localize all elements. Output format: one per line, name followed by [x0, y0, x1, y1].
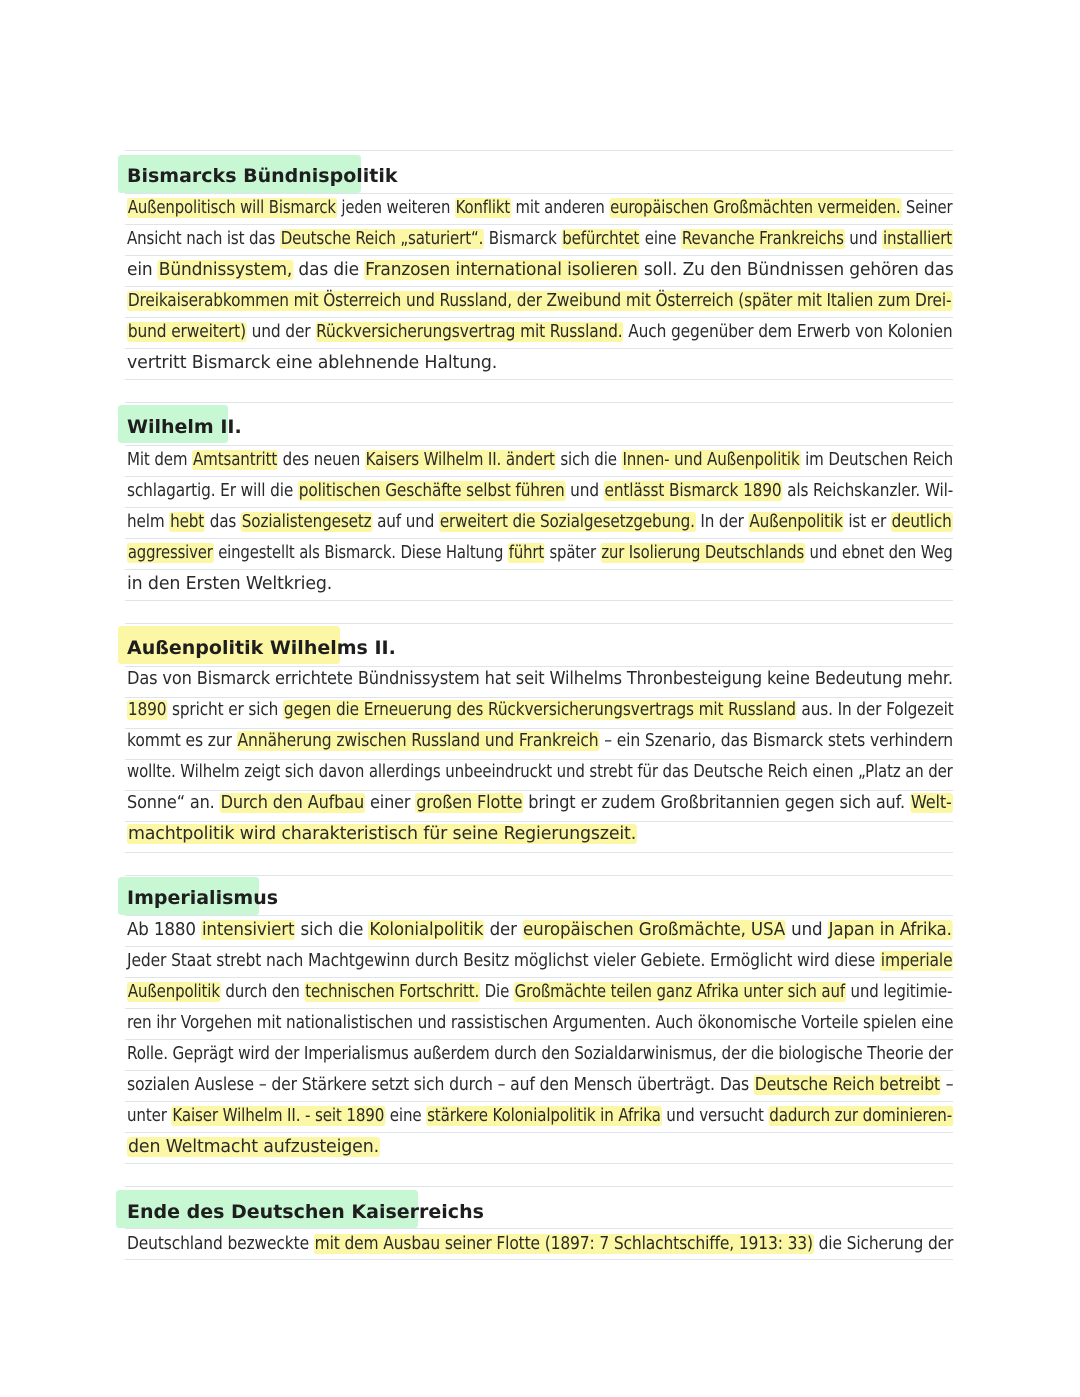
text-line — [127, 1232, 953, 1256]
text-line — [127, 918, 953, 942]
highlighted-text: Kolonialpolitik — [369, 920, 484, 940]
text-segment: aus. In der Folgezeit — [796, 700, 954, 720]
text-segment: und — [785, 920, 828, 940]
highlighted-text: Außenpolitik — [749, 512, 843, 532]
text-segment: durch den — [220, 982, 305, 1002]
text-segment: Bismarck — [484, 229, 562, 249]
text-segment: kommt es zur — [127, 731, 237, 751]
text-segment: mit anderen — [510, 198, 610, 218]
text-line — [127, 227, 953, 251]
text-segment: bringt er zudem Großbritannien gegen sich auf. — [523, 793, 910, 813]
text-line — [127, 479, 953, 503]
highlighted-text: Außenpolitik — [127, 982, 220, 1002]
text-segment: soll. Zu den Bündnissen gehören das — [638, 260, 954, 280]
text-segment: das — [205, 512, 241, 532]
highlighted-text: Deutsche Reich betreibt — [754, 1075, 941, 1095]
highlighted-text: Franzosen international isolieren — [365, 260, 638, 280]
text-segment: helm — [127, 512, 170, 532]
text-segment: der — [484, 920, 523, 940]
highlighted-text: technischen Fortschritt. — [305, 982, 480, 1002]
text-segment: – — [940, 1075, 954, 1095]
text-segment: auf und — [372, 512, 439, 532]
text-segment: in den Ersten Weltkrieg. — [127, 574, 333, 594]
highlighted-text: imperiale — [880, 951, 953, 971]
highlighted-text: erweitert die Sozialgesetzgebung. — [439, 512, 695, 532]
text-line — [127, 1135, 380, 1159]
highlighted-text: Revanche Frankreichs — [681, 229, 844, 249]
text-segment: und — [565, 481, 604, 501]
highlighted-text: installiert — [883, 229, 953, 249]
highlighted-text: deutlich — [891, 512, 952, 532]
text-segment: Jeder Staat strebt nach Machtgewinn durch Besitz möglichst vieler Gebiete. Ermöglicht wird diese — [127, 951, 880, 971]
text-line — [127, 510, 953, 534]
text-segment: die Sicherung der — [813, 1234, 954, 1254]
text-line — [127, 667, 953, 691]
text-line — [127, 698, 954, 722]
text-line — [127, 822, 637, 846]
text-line — [127, 791, 953, 815]
text-segment: ein — [127, 260, 158, 280]
text-segment: eine — [385, 1106, 427, 1126]
highlighted-text: gegen die Erneuerung des Rückversicherungsvertrags mit Russland — [283, 700, 796, 720]
text-line — [127, 320, 952, 344]
text-segment: im Deutschen Reich — [800, 450, 954, 470]
highlighted-text: Konflikt — [455, 198, 511, 218]
text-segment: und ebnet den Weg — [804, 543, 953, 563]
text-segment: sich die — [295, 920, 369, 940]
highlighted-text: aggressiver — [127, 543, 213, 563]
highlighted-text: großen Flotte — [416, 793, 523, 813]
text-segment: vertritt Bismarck eine ablehnende Haltung. — [127, 353, 498, 373]
highlighted-text: führt — [508, 543, 545, 563]
text-segment: eine — [640, 229, 682, 249]
highlighted-text: Bündnissystem, — [158, 260, 293, 280]
highlighted-text: stärkere Kolonialpolitik in Afrika — [427, 1106, 661, 1126]
text-line — [127, 1073, 953, 1097]
highlighted-text: intensiviert — [201, 920, 295, 940]
highlighted-text: Japan in Afrika. — [828, 920, 952, 940]
highlighted-text: dadurch zur dominieren- — [769, 1106, 953, 1126]
text-segment: das die — [293, 260, 365, 280]
highlighted-text: Annäherung zwischen Russland und Frankreich — [237, 731, 599, 751]
section-heading: Bismarcks Bündnispolitik — [127, 165, 398, 187]
section-heading: Außenpolitik Wilhelms II. — [127, 637, 396, 659]
text-segment: einer — [364, 793, 416, 813]
text-segment: und — [844, 229, 883, 249]
text-line — [127, 289, 952, 313]
text-segment: jeden weiteren — [336, 198, 455, 218]
highlighted-text: den Weltmacht aufzusteigen. — [128, 1137, 379, 1157]
text-segment: ist er — [843, 512, 891, 532]
text-segment: Ansicht nach ist das — [127, 229, 280, 249]
highlighted-text: Welt- — [910, 793, 952, 813]
text-line — [127, 1104, 953, 1128]
highlighted-text: politischen Geschäfte selbst führen — [298, 481, 565, 501]
highlighted-text: 1890 — [127, 700, 167, 720]
text-segment: Rolle. Geprägt wird der Imperialismus außerdem durch den Sozialdarwinismus, der die biologische Theorie der — [127, 1044, 953, 1064]
text-line — [127, 258, 954, 282]
text-line — [127, 980, 952, 1004]
text-segment: Sonne“ an. — [127, 793, 220, 813]
highlighted-text: Deutsche Reich „saturiert“. — [280, 229, 484, 249]
text-segment: sich die — [555, 450, 622, 470]
highlighted-text: Kaisers Wilhelm II. ändert — [365, 450, 555, 470]
text-line — [127, 351, 497, 375]
highlighted-text: Großmächte teilen ganz Afrika unter sich auf — [514, 982, 845, 1002]
text-line — [127, 572, 332, 596]
text-segment: und versucht — [661, 1106, 769, 1126]
text-segment: schlagartig. Er will die — [127, 481, 298, 501]
text-line — [127, 760, 953, 784]
text-segment: Deutschland bezweckte — [127, 1234, 314, 1254]
highlighted-text: befürchtet — [562, 229, 640, 249]
text-segment: Die — [480, 982, 514, 1002]
text-line — [127, 541, 953, 565]
highlighted-text: Amtsantritt — [192, 450, 278, 470]
section-heading: Ende des Deutschen Kaiserreichs — [127, 1201, 484, 1223]
text-segment: – ein Szenario, das Bismarck stets verhindern — [599, 731, 954, 751]
highlighted-text: europäischen Großmächten vermeiden. — [610, 198, 901, 218]
text-segment: Auch gegenüber dem Erwerb von Kolonien — [623, 322, 953, 342]
text-segment: als Reichskanzler. Wil- — [782, 481, 954, 501]
text-segment: und legitimie- — [845, 982, 953, 1002]
text-segment: Mit dem — [127, 450, 193, 470]
highlighted-text: Dreikaiserabkommen mit Österreich und Russland, der Zweibund mit Österreich (später mit Italien zum Drei- — [127, 291, 952, 311]
highlighted-text: Sozialistengesetz — [241, 512, 372, 532]
text-segment: später — [544, 543, 601, 563]
text-segment: Seiner — [901, 198, 953, 218]
text-segment: und der — [246, 322, 316, 342]
highlighted-text: Außenpolitisch will Bismarck — [127, 198, 336, 218]
text-segment: eingestellt als Bismarck. Diese Haltung — [213, 543, 508, 563]
text-segment: unter — [127, 1106, 172, 1126]
highlighted-text: Innen- und Außenpolitik — [622, 450, 800, 470]
highlighted-text: bund erweitert) — [127, 322, 246, 342]
text-line — [127, 729, 953, 753]
section-heading: Imperialismus — [127, 887, 279, 909]
text-line — [127, 196, 952, 220]
highlighted-text: Kaiser Wilhelm II. - seit 1890 — [172, 1106, 385, 1126]
highlighted-text: Rückversicherungsvertrag mit Russland. — [316, 322, 623, 342]
section-heading: Wilhelm II. — [127, 416, 242, 438]
text-segment: ren ihr Vorgehen mit nationalistischen und rassistischen Argumenten. Auch ökonomische Vorteile spielen eine — [127, 1013, 954, 1033]
highlighted-text: Durch den Aufbau — [220, 793, 365, 813]
text-line — [127, 949, 953, 973]
text-segment: wollte. Wilhelm zeigt sich davon allerdings unbeeindruckt und strebt für das Deutsche Reich einen „Platz an der — [127, 762, 953, 782]
highlighted-text: mit dem Ausbau seiner Flotte (1897: 7 Schlachtschiffe, 1913: 33) — [314, 1234, 813, 1254]
text-segment: Ab 1880 — [127, 920, 201, 940]
highlighted-text: hebt — [170, 512, 205, 532]
text-segment: des neuen — [278, 450, 365, 470]
text-segment: sozialen Auslese – der Stärkere setzt sich durch – auf den Mensch überträgt. Das — [127, 1075, 754, 1095]
text-line — [127, 1011, 953, 1035]
highlighted-text: machtpolitik wird charakteristisch für seine Regierungszeit. — [128, 824, 637, 844]
text-line — [127, 1042, 953, 1066]
highlighted-text: europäischen Großmächte, USA — [523, 920, 786, 940]
highlighted-text: zur Isolierung Deutschlands — [601, 543, 805, 563]
highlighted-text: entlässt Bismarck 1890 — [604, 481, 782, 501]
text-segment: spricht er sich — [167, 700, 283, 720]
text-segment: Das von Bismarck errichtete Bündnissystem hat seit Wilhelms Thronbesteigung keine Bedeutung mehr. — [127, 669, 953, 689]
text-line — [127, 448, 953, 472]
text-segment: In der — [695, 512, 749, 532]
